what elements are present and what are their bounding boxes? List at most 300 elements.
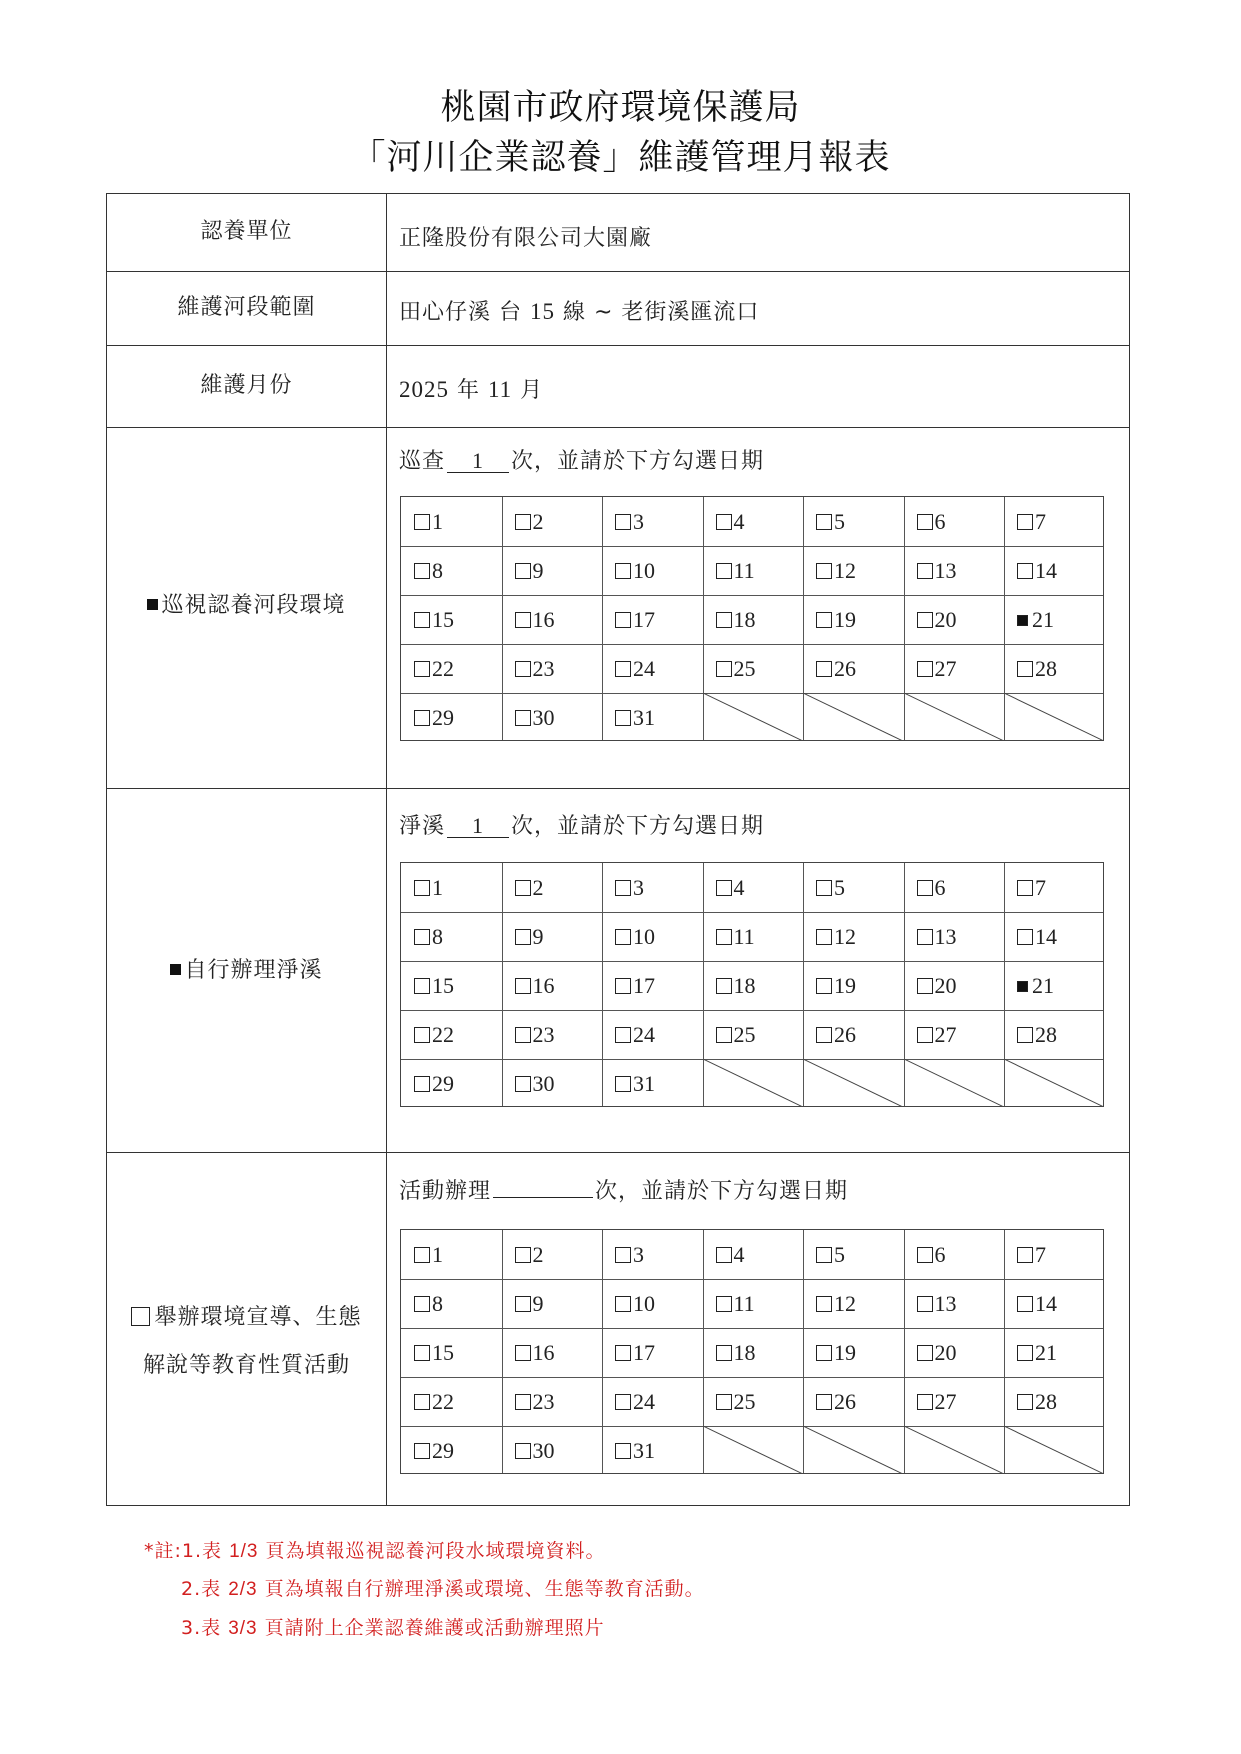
day-number: 16: [532, 973, 555, 998]
day-checkbox[interactable]: [502, 1426, 603, 1475]
checkbox-icon: [515, 514, 531, 530]
day-checkbox[interactable]: [904, 546, 1005, 595]
day-checkbox[interactable]: [602, 961, 703, 1010]
checkbox-icon: [716, 1296, 732, 1312]
checkbox-icon: [414, 514, 430, 530]
day-checkbox[interactable]: [502, 1377, 603, 1426]
day-checkbox[interactable]: [1004, 595, 1105, 644]
day-checkbox[interactable]: [502, 1010, 603, 1059]
day-checkbox[interactable]: [904, 1230, 1005, 1279]
day-number: 7: [1035, 1242, 1046, 1267]
checkbox-icon: [716, 514, 732, 530]
checkbox-icon: [716, 978, 732, 994]
checkbox-icon: [515, 1394, 531, 1410]
checkbox-icon: [1017, 1296, 1033, 1312]
column-divider: [386, 194, 387, 1505]
activity-count[interactable]: [493, 1197, 593, 1198]
checkbox-icon: [816, 1296, 832, 1312]
day-number: 23: [532, 1022, 555, 1047]
row-divider: [107, 788, 1129, 789]
day-checkbox[interactable]: [502, 961, 603, 1010]
day-checkbox[interactable]: [502, 546, 603, 595]
day-checkbox[interactable]: [904, 1279, 1005, 1328]
day-number: 8: [432, 1291, 443, 1316]
day-number: 4: [733, 1242, 745, 1267]
empty-cell-slash: [1004, 693, 1104, 741]
checkbox-icon: [515, 929, 531, 945]
row-divider: [107, 1152, 1129, 1153]
day-number: 2: [532, 875, 544, 900]
day-number: 30: [532, 705, 555, 730]
day-number: 6: [934, 1242, 946, 1267]
day-number: 29: [432, 1438, 454, 1463]
day-number: 5: [834, 509, 845, 534]
day-number: 13: [934, 558, 957, 583]
day-checkbox[interactable]: [703, 863, 804, 912]
checkbox-icon: [816, 1345, 832, 1361]
day-number: 8: [432, 558, 443, 583]
day-checkbox[interactable]: [803, 644, 904, 693]
checkbox-icon: [615, 710, 631, 726]
row-divider: [107, 271, 1129, 272]
day-number: 4: [733, 509, 745, 534]
day-checkbox[interactable]: [602, 1426, 703, 1475]
day-checkbox[interactable]: [803, 961, 904, 1010]
day-checkbox[interactable]: [703, 644, 804, 693]
day-number: 13: [934, 1291, 957, 1316]
day-number: 9: [532, 558, 544, 583]
day-checkbox[interactable]: [703, 1010, 804, 1059]
day-number: 12: [834, 1291, 856, 1316]
day-checkbox[interactable]: [401, 912, 502, 961]
checkbox-icon: [414, 978, 430, 994]
section-route-number: 15: [530, 299, 555, 324]
checkbox-icon: [917, 563, 933, 579]
checkbox-icon: [414, 929, 430, 945]
day-number: 19: [834, 973, 856, 998]
day-number: 3: [633, 509, 644, 534]
day-checkbox[interactable]: [1004, 1010, 1105, 1059]
checked-box-icon: [170, 964, 181, 975]
empty-cell-slash: [703, 1426, 803, 1474]
checkbox-icon: [615, 612, 631, 628]
checkbox-icon: [917, 978, 933, 994]
checkbox-icon: [515, 1345, 531, 1361]
day-checkbox[interactable]: [1004, 1230, 1105, 1279]
checkbox-icon: [917, 1296, 933, 1312]
checkbox-icon: [816, 929, 832, 945]
day-number: 8: [432, 924, 443, 949]
checkbox-icon: [816, 612, 832, 628]
day-number: 9: [532, 924, 544, 949]
day-number: 18: [733, 973, 756, 998]
empty-cell-slash: [904, 1059, 1004, 1107]
checkbox-icon: [917, 1027, 933, 1043]
day-checkbox[interactable]: [703, 1328, 804, 1377]
checkbox-icon: [515, 710, 531, 726]
year-value: 2025: [399, 377, 449, 402]
day-checkbox[interactable]: [1004, 1279, 1105, 1328]
day-checkbox[interactable]: [602, 863, 703, 912]
checkbox-icon: [716, 661, 732, 677]
checkbox-icon: [816, 514, 832, 530]
day-checkbox[interactable]: [703, 595, 804, 644]
day-checkbox[interactable]: [602, 1059, 703, 1108]
checkbox-icon: [816, 563, 832, 579]
day-checkbox[interactable]: [502, 863, 603, 912]
checkbox-icon: [515, 1296, 531, 1312]
activity-count-line: 活動辦理 次，並請於下方勾選日期: [399, 1179, 849, 1204]
checkbox-icon: [917, 1247, 933, 1263]
empty-cell-slash: [803, 1426, 903, 1474]
day-number: 24: [633, 656, 655, 681]
checkbox-icon: [1017, 661, 1033, 677]
day-checkbox[interactable]: [904, 595, 1005, 644]
day-number: 11: [733, 924, 755, 949]
note-2: 2.表 2/3 頁為填報自行辦理淨溪或環境、生態等教育活動。: [181, 1578, 705, 1600]
day-checkbox[interactable]: [1004, 1377, 1105, 1426]
month-value: [399, 373, 543, 404]
checkbox-icon: [716, 929, 732, 945]
day-checkbox[interactable]: [803, 1230, 904, 1279]
checkbox-icon: [716, 1394, 732, 1410]
day-number: 31: [633, 1438, 655, 1463]
checkbox-icon: [515, 978, 531, 994]
patrol-count[interactable]: 1: [447, 450, 509, 473]
day-checkbox[interactable]: [401, 546, 502, 595]
checkbox-icon: [615, 1247, 631, 1263]
day-checkbox[interactable]: [803, 595, 904, 644]
day-number: 18: [733, 1340, 756, 1365]
checkbox-icon: [414, 1345, 430, 1361]
day-number: 6: [934, 509, 946, 534]
day-checkbox[interactable]: [703, 1279, 804, 1328]
checkbox-icon: [716, 612, 732, 628]
day-checkbox[interactable]: [703, 1230, 804, 1279]
empty-cell-slash: [703, 693, 803, 741]
day-number: 21: [1032, 973, 1054, 998]
checkbox-icon: [1017, 563, 1033, 579]
checkbox-icon: [1017, 1394, 1033, 1410]
day-number: 2: [532, 509, 544, 534]
cleanup-count[interactable]: 1: [447, 815, 509, 838]
day-number: 14: [1035, 1291, 1057, 1316]
day-checkbox[interactable]: [1004, 1328, 1105, 1377]
empty-cell-slash: [803, 693, 903, 741]
empty-cell-slash: [1004, 1059, 1104, 1107]
day-checkbox[interactable]: [803, 497, 904, 546]
checkbox-icon: [1017, 1247, 1033, 1263]
checkbox-icon: [917, 929, 933, 945]
day-checkbox[interactable]: [502, 497, 603, 546]
day-checkbox[interactable]: [502, 912, 603, 961]
checkbox-icon: [615, 1076, 631, 1092]
patrol-day-grid: [400, 496, 1104, 741]
day-number: 17: [633, 607, 655, 632]
checkbox-icon: [1017, 880, 1033, 896]
day-number: 20: [934, 607, 957, 632]
month-label: 維護月份: [200, 373, 293, 398]
checkbox-icon: [615, 929, 631, 945]
day-number: 30: [532, 1438, 555, 1463]
day-number: 27: [934, 1389, 957, 1414]
day-checkbox[interactable]: [602, 497, 703, 546]
activity-item-label: 舉辦環境宣導、生態 解說等教育性質活動: [107, 1294, 386, 1390]
checkbox-icon: [615, 661, 631, 677]
checkbox-icon: [917, 880, 933, 896]
day-checkbox[interactable]: [1004, 497, 1105, 546]
day-checkbox[interactable]: [904, 863, 1005, 912]
adopter-value: 正隆股份有限公司大園廠: [399, 226, 653, 251]
day-number: 28: [1035, 1022, 1057, 1047]
day-number: 21: [1032, 607, 1054, 632]
day-number: 15: [432, 1340, 454, 1365]
day-checkbox[interactable]: [703, 497, 804, 546]
day-number: 31: [633, 705, 655, 730]
day-checkbox[interactable]: [703, 546, 804, 595]
checkbox-icon: [414, 1247, 430, 1263]
day-checkbox[interactable]: [401, 1377, 502, 1426]
day-checkbox[interactable]: [602, 1230, 703, 1279]
day-checkbox[interactable]: [703, 1377, 804, 1426]
checkbox-icon: [1017, 514, 1033, 530]
day-checkbox[interactable]: [803, 1279, 904, 1328]
day-number: 12: [834, 558, 856, 583]
day-checkbox[interactable]: [401, 1328, 502, 1377]
checkbox-icon: [414, 1296, 430, 1312]
day-checkbox[interactable]: [602, 912, 703, 961]
day-checkbox[interactable]: [602, 1279, 703, 1328]
day-number: 16: [532, 1340, 555, 1365]
empty-cell-slash: [703, 1059, 803, 1107]
checkbox-icon: [716, 563, 732, 579]
day-checkbox[interactable]: [602, 1328, 703, 1377]
checkbox-icon: [816, 661, 832, 677]
day-checkbox[interactable]: [803, 1328, 904, 1377]
checkbox-icon: [515, 1247, 531, 1263]
day-number: 22: [432, 1389, 454, 1414]
day-number: 1: [432, 875, 443, 900]
day-checkbox[interactable]: [703, 961, 804, 1010]
day-number: 29: [432, 705, 454, 730]
day-checkbox[interactable]: [904, 644, 1005, 693]
day-number: 19: [834, 607, 856, 632]
day-checkbox[interactable]: [401, 1279, 502, 1328]
day-number: 14: [1035, 558, 1057, 583]
checkbox-icon: [615, 1027, 631, 1043]
day-checkbox[interactable]: [1004, 546, 1105, 595]
day-number: 3: [633, 1242, 644, 1267]
activity-day-grid: [400, 1229, 1104, 1474]
day-checkbox[interactable]: [602, 595, 703, 644]
checkbox-icon: [414, 1076, 430, 1092]
checkbox-icon: [816, 880, 832, 896]
day-number: 17: [633, 1340, 655, 1365]
day-checkbox[interactable]: [803, 546, 904, 595]
day-checkbox[interactable]: [502, 693, 603, 742]
day-checkbox[interactable]: [401, 497, 502, 546]
checkbox-icon: [515, 1443, 531, 1459]
checkbox-icon: [515, 612, 531, 628]
checkbox-icon: [615, 880, 631, 896]
day-checkbox[interactable]: [401, 1059, 502, 1108]
checkbox-icon: [615, 1345, 631, 1361]
day-number: 31: [633, 1071, 655, 1096]
day-number: 26: [834, 656, 856, 681]
empty-cell-slash: [904, 1426, 1004, 1474]
checkbox-icon: [716, 1027, 732, 1043]
day-checkbox[interactable]: [502, 1230, 603, 1279]
section-river: 田心仔溪 台: [399, 300, 522, 325]
day-checkbox[interactable]: [502, 595, 603, 644]
agency-title: 桃園市政府環境保護局: [440, 88, 801, 128]
day-number: 11: [733, 1291, 755, 1316]
day-checkbox[interactable]: [703, 912, 804, 961]
day-checkbox[interactable]: [401, 644, 502, 693]
day-number: 22: [432, 656, 454, 681]
day-checkbox[interactable]: [502, 1279, 603, 1328]
section-range: 線 ~ 老街溪匯流口: [563, 300, 760, 325]
checkbox-icon: [131, 1307, 150, 1326]
day-number: 6: [934, 875, 946, 900]
day-number: 19: [834, 1340, 856, 1365]
day-number: 11: [733, 558, 755, 583]
checked-box-icon: [1017, 981, 1028, 992]
day-checkbox[interactable]: [803, 912, 904, 961]
day-checkbox[interactable]: [803, 863, 904, 912]
day-checkbox[interactable]: [602, 1010, 703, 1059]
checkbox-icon: [615, 514, 631, 530]
day-number: 24: [633, 1389, 655, 1414]
day-number: 14: [1035, 924, 1057, 949]
day-number: 9: [532, 1291, 544, 1316]
checkbox-icon: [515, 1027, 531, 1043]
day-number: 2: [532, 1242, 544, 1267]
note-3: 3.表 3/3 頁請附上企業認養維護或活動辦理照片: [181, 1617, 605, 1639]
day-number: 17: [633, 973, 655, 998]
day-checkbox[interactable]: [904, 497, 1005, 546]
day-checkbox[interactable]: [1004, 644, 1105, 693]
day-checkbox[interactable]: [803, 1377, 904, 1426]
day-checkbox[interactable]: [803, 1010, 904, 1059]
day-checkbox[interactable]: [401, 1426, 502, 1475]
day-number: 25: [733, 1022, 756, 1047]
day-number: 1: [432, 509, 443, 534]
checkbox-icon: [615, 978, 631, 994]
day-number: 4: [733, 875, 745, 900]
checkbox-icon: [414, 1027, 430, 1043]
checkbox-icon: [1017, 1027, 1033, 1043]
day-checkbox[interactable]: [602, 546, 703, 595]
day-checkbox[interactable]: [904, 961, 1005, 1010]
day-number: 18: [733, 607, 756, 632]
day-checkbox[interactable]: [1004, 863, 1105, 912]
day-checkbox[interactable]: [502, 644, 603, 693]
day-number: 15: [432, 973, 454, 998]
checkbox-icon: [816, 1027, 832, 1043]
day-number: 25: [733, 1389, 756, 1414]
section-label: 維護河段範圍: [177, 295, 316, 320]
day-number: 13: [934, 924, 957, 949]
checkbox-icon: [414, 612, 430, 628]
cleanup-day-grid: [400, 862, 1104, 1107]
cleanup-item-label: 自行辦理淨溪: [107, 947, 386, 995]
form-title: 「河川企業認養」維護管理月報表: [350, 138, 891, 178]
day-checkbox[interactable]: [1004, 912, 1105, 961]
day-number: 16: [532, 607, 555, 632]
day-number: 15: [432, 607, 454, 632]
day-checkbox[interactable]: [502, 1059, 603, 1108]
patrol-item-label: 巡視認養河段環境: [107, 582, 386, 630]
day-number: 21: [1035, 1340, 1057, 1365]
day-checkbox[interactable]: [904, 1010, 1005, 1059]
day-checkbox[interactable]: [602, 693, 703, 742]
checkbox-icon: [615, 1394, 631, 1410]
day-number: 20: [934, 973, 957, 998]
day-number: 10: [633, 558, 655, 583]
checkbox-icon: [816, 1247, 832, 1263]
checkbox-icon: [414, 710, 430, 726]
checkbox-icon: [716, 880, 732, 896]
day-number: 5: [834, 1242, 845, 1267]
checkbox-icon: [917, 1345, 933, 1361]
day-checkbox[interactable]: [602, 1377, 703, 1426]
day-checkbox[interactable]: [401, 1010, 502, 1059]
day-number: 26: [834, 1389, 856, 1414]
day-checkbox[interactable]: [401, 1230, 502, 1279]
day-checkbox[interactable]: [1004, 961, 1105, 1010]
checkbox-icon: [716, 1345, 732, 1361]
day-checkbox[interactable]: [602, 644, 703, 693]
day-number: 28: [1035, 1389, 1057, 1414]
day-number: 26: [834, 1022, 856, 1047]
day-checkbox[interactable]: [502, 1328, 603, 1377]
checkbox-icon: [615, 1443, 631, 1459]
patrol-count-line: 巡查 1 次，並請於下方勾選日期: [399, 448, 765, 474]
day-number: 7: [1035, 509, 1046, 534]
checkbox-icon: [515, 563, 531, 579]
day-number: 12: [834, 924, 856, 949]
day-number: 23: [532, 1389, 555, 1414]
checkbox-icon: [716, 1247, 732, 1263]
day-number: 27: [934, 1022, 957, 1047]
day-number: 7: [1035, 875, 1046, 900]
adopter-label: 認養單位: [200, 219, 293, 244]
day-checkbox[interactable]: [401, 693, 502, 742]
day-checkbox[interactable]: [904, 1377, 1005, 1426]
day-number: 1: [432, 1242, 443, 1267]
checkbox-icon: [917, 1394, 933, 1410]
day-checkbox[interactable]: [401, 863, 502, 912]
day-number: 27: [934, 656, 957, 681]
checkbox-icon: [515, 661, 531, 677]
day-checkbox[interactable]: [401, 961, 502, 1010]
day-number: 20: [934, 1340, 957, 1365]
day-checkbox[interactable]: [401, 595, 502, 644]
day-number: 28: [1035, 656, 1057, 681]
empty-cell-slash: [803, 1059, 903, 1107]
checkbox-icon: [414, 563, 430, 579]
checkbox-icon: [414, 661, 430, 677]
cleanup-count-line: 淨溪 1 次，並請於下方勾選日期: [399, 813, 765, 839]
day-number: 22: [432, 1022, 454, 1047]
checkbox-icon: [917, 661, 933, 677]
checkbox-icon: [1017, 1345, 1033, 1361]
day-number: 10: [633, 924, 655, 949]
day-checkbox[interactable]: [904, 1328, 1005, 1377]
day-checkbox[interactable]: [904, 912, 1005, 961]
checkbox-icon: [414, 1443, 430, 1459]
